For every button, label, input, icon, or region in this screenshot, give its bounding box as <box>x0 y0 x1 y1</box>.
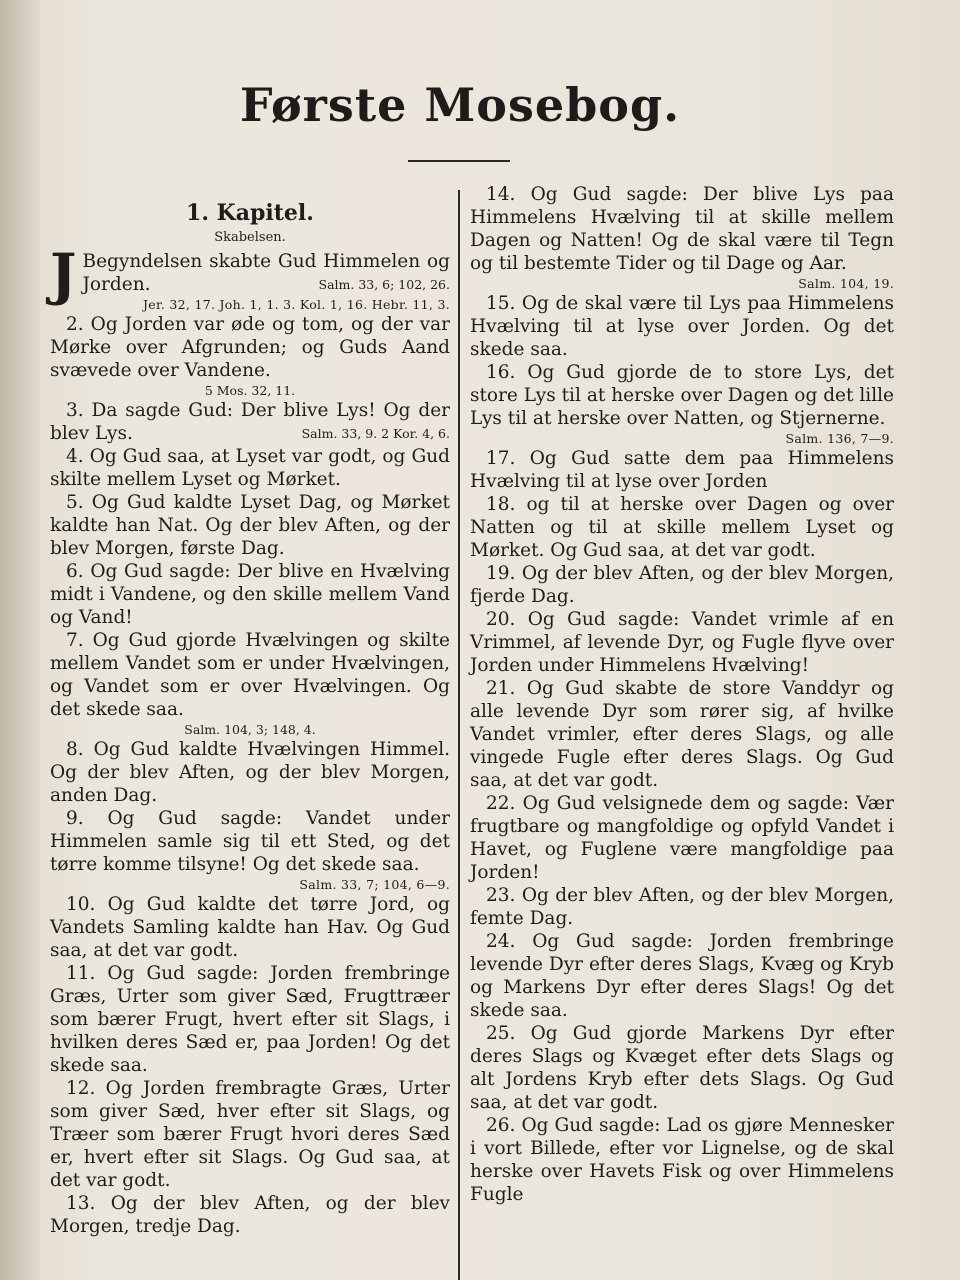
verse-24: 24. Og Gud sagde: Jorden frembringe levende Dyr efter deres Slags, Kvæg og Kryb og Markens Dyr efter deres Slags! Og det skede saa. <box>470 931 894 1021</box>
verse-2: 2. Og Jorden var øde og tom, og der var Mørke over Afgrunden; og Guds Aand svævede over Vandene. <box>50 314 450 381</box>
verse-1-ref-a: Salm. 33, 6; 102, 26. <box>318 277 450 292</box>
verse-4: 4. Og Gud saa, at Lyset var godt, og Gud skilte mellem Lyset og Mørket. <box>50 446 450 490</box>
verse-3 <box>50 399 450 445</box>
verse-26: 26. Og Gud sagde: Lad os gjøre Mennesker i vort Billede, efter vor Lignelse, og de skal herske over Havets Fisk og over Himmelens Fugle <box>470 1115 894 1205</box>
column-divider <box>458 190 460 1280</box>
verse-16: 16. Og Gud gjorde de to store Lys, det store Lys til at herske over Dagen og det lille Lys til at herske over Natten, og Stjernerne. <box>470 362 894 429</box>
verse-2-ref: 5 Mos. 32, 11. <box>204 383 296 398</box>
verse-22: 22. Og Gud velsignede dem og sagde: Vær frugtbare og mangfoldige og opfyld Vandet i Havet, og Fuglene være mangfoldige paa Jorden! <box>470 793 894 883</box>
verse-7: 7. Og Gud gjorde Hvælvingen og skilte mellem Vandet som er under Hvælvingen, og Vandet som er over Hvælvingen. Og det skede saa. <box>50 630 450 720</box>
verse-20: 20. Og Gud sagde: Vandet vrimle af en Vrimmel, af levende Dyr, og Fugle flyve over Jorden under Himmelens Hvælving! <box>470 609 894 676</box>
verse-11: 11. Og Gud sagde: Jorden frembringe Græs, Urter som giver Sæd, Frugttræer som bærer Frugt, hvert efter sit Slags, i hvilken deres Sæd er, paa Jorden! Og det skede saa. <box>50 963 450 1076</box>
drop-cap: J <box>50 242 77 308</box>
verse-1-text: Begyndelsen skabte Gud Himmelen og Jorden. <box>82 251 450 295</box>
verse-9-ref: Salm. 33, 7; 104, 6—9. <box>299 877 450 892</box>
book-gutter <box>0 0 40 1280</box>
verse-7-ref: Salm. 104, 3; 148, 4. <box>184 722 316 737</box>
verse-18: 18. og til at herske over Dagen og over Natten og til at skille mellem Lyset og Mørket. Og Gud saa, at det var godt. <box>470 494 894 561</box>
verse-13: 13. Og der blev Aften, og der blev Morgen, tredje Dag. <box>50 1193 450 1237</box>
verse-12: 12. Og Jorden frembragte Græs, Urter som giver Sæd, hver efter sit Slags, og Træer som bærer Frugt hvori deres Sæd er, hvert efter sit Slags. Og Gud saa, at det var godt. <box>50 1078 450 1191</box>
verse-10: 10. Og Gud kaldte det tørre Jord, og Vandets Samling kaldte han Hav. Og Gud saa, at det var godt. <box>50 894 450 961</box>
title-rule <box>408 160 510 162</box>
chapter-heading: 1. Kapitel. <box>186 200 314 226</box>
verse-21: 21. Og Gud skabte de store Vanddyr og alle levende Dyr som rører sig, af hvilke Vandet vrimler, efter deres Slags, og alle vingede Fugle efter deres Slags. Og Gud saa, at det var godt. <box>470 678 894 791</box>
verse-16-ref: Salm. 136, 7—9. <box>785 431 894 446</box>
verse-15: 15. Og de skal være til Lys paa Himmelens Hvælving til at lyse over Jorden. Og det skede saa. <box>470 293 894 360</box>
verse-5: 5. Og Gud kaldte Lyset Dag, og Mørket kaldte han Nat. Og der blev Aften, og der blev Morgen, første Dag. <box>50 492 450 559</box>
verse-17: 17. Og Gud satte dem paa Himmelens Hvælving til at lyse over Jorden <box>470 448 894 492</box>
verse-3-text: 3. Da sagde Gud: Der blive Lys! Og der blev Lys. <box>50 400 450 444</box>
verse-25: 25. Og Gud gjorde Markens Dyr efter deres Slags og Kvæget efter dets Slags og alt Jordens Kryb efter dets Slags. Og Gud saa, at det var godt. <box>470 1023 894 1113</box>
verse-3-ref: Salm. 33, 9. 2 Kor. 4, 6. <box>301 426 450 441</box>
verse-23: 23. Og der blev Aften, og der blev Morgen, femte Dag. <box>470 885 894 929</box>
verse-19: 19. Og der blev Aften, og der blev Morgen, fjerde Dag. <box>470 563 894 607</box>
verse-14: 14. Og Gud sagde: Der blive Lys paa Himmelens Hvælving til at skille mellem Dagen og Natten! Og de skal være til Tegn og til bestemte Tider og til Dage og Aar. <box>470 184 894 274</box>
left-column <box>50 198 450 1238</box>
verse-14-ref: Salm. 104, 19. <box>798 276 894 291</box>
book-title: Første Mosebog. <box>239 78 681 132</box>
verse-1-ref-b: Jer. 32, 17. Joh. 1, 1. 3. Kol. 1, 16. Hebr. 11, 3. <box>142 297 450 312</box>
section-subheading: Skabelsen. <box>214 230 286 245</box>
right-column <box>470 183 894 1206</box>
verse-6: 6. Og Gud sagde: Der blive en Hvælving midt i Vandene, og den skille mellem Vand og Vand! <box>50 561 450 628</box>
verse-8: 8. Og Gud kaldte Hvælvingen Himmel. Og der blev Aften, og der blev Morgen, anden Dag. <box>50 739 450 806</box>
verse-9: 9. Og Gud sagde: Vandet under Himmelen samle sig til ett Sted, og det tørre komme tilsyne! Og det skede saa. <box>50 808 450 875</box>
